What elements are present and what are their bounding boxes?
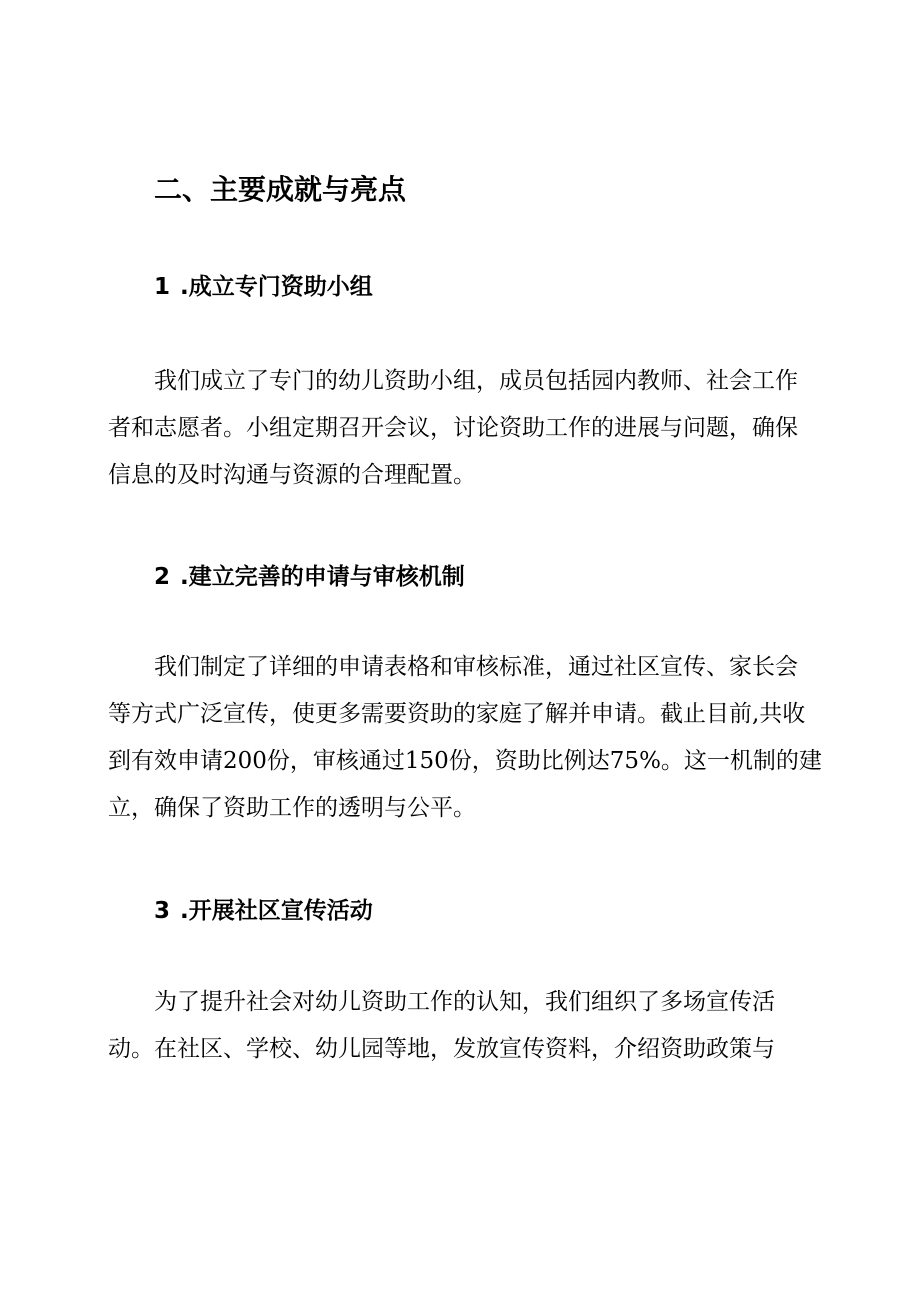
paragraph-2-line-4: 立，确保了资助工作的透明与公平。: [108, 795, 476, 821]
paragraph-2: [108, 644, 822, 832]
paragraph-3: [108, 979, 808, 1073]
paragraph-2-line-1: 我们制定了详细的申请表格和审核标准，通过社区宣传、家长会: [154, 654, 798, 680]
subheading-1-title: .成立专门资助小组: [180, 274, 373, 300]
paragraph-1-line-1: 我们成立了专门的幼儿资助小组，成员包括园内教师、社会工作: [154, 368, 798, 394]
section-heading: 二、主要成就与亮点: [154, 173, 407, 206]
subheading-1-number: 1: [154, 274, 171, 300]
paragraph-3-line-2: 动。在社区、学校、幼儿园等地，发放宣传资料，介绍资助政策与: [108, 1036, 775, 1062]
paragraph-1-line-2: 者和志愿者。小组定期召开会议，讨论资助工作的进展与问题，确保: [108, 415, 798, 441]
paragraph-1: [108, 358, 808, 499]
subheading-3-number: 3: [154, 898, 171, 924]
subheading-3: [154, 895, 373, 927]
subheading-3-title: .开展社区宣传活动: [180, 898, 373, 924]
subheading-2: [154, 561, 465, 593]
subheading-2-number: 2: [154, 564, 171, 590]
paragraph-3-line-1: 为了提升社会对幼儿资助工作的认知，我们组织了多场宣传活: [154, 989, 775, 1015]
paragraph-1-line-3: 信息的及时沟通与资源的合理配置。: [108, 462, 476, 488]
paragraph-2-line-2: 等方式广泛宣传，使更多需要资助的家庭了解并申请。截止目前,共收: [108, 701, 806, 727]
paragraph-2-line-3: 到有效申请200份，审核通过150份，资助比例达75%。这一机制的建: [108, 748, 822, 774]
subheading-2-title: .建立完善的申请与审核机制: [180, 564, 465, 590]
subheading-1: [154, 271, 373, 303]
